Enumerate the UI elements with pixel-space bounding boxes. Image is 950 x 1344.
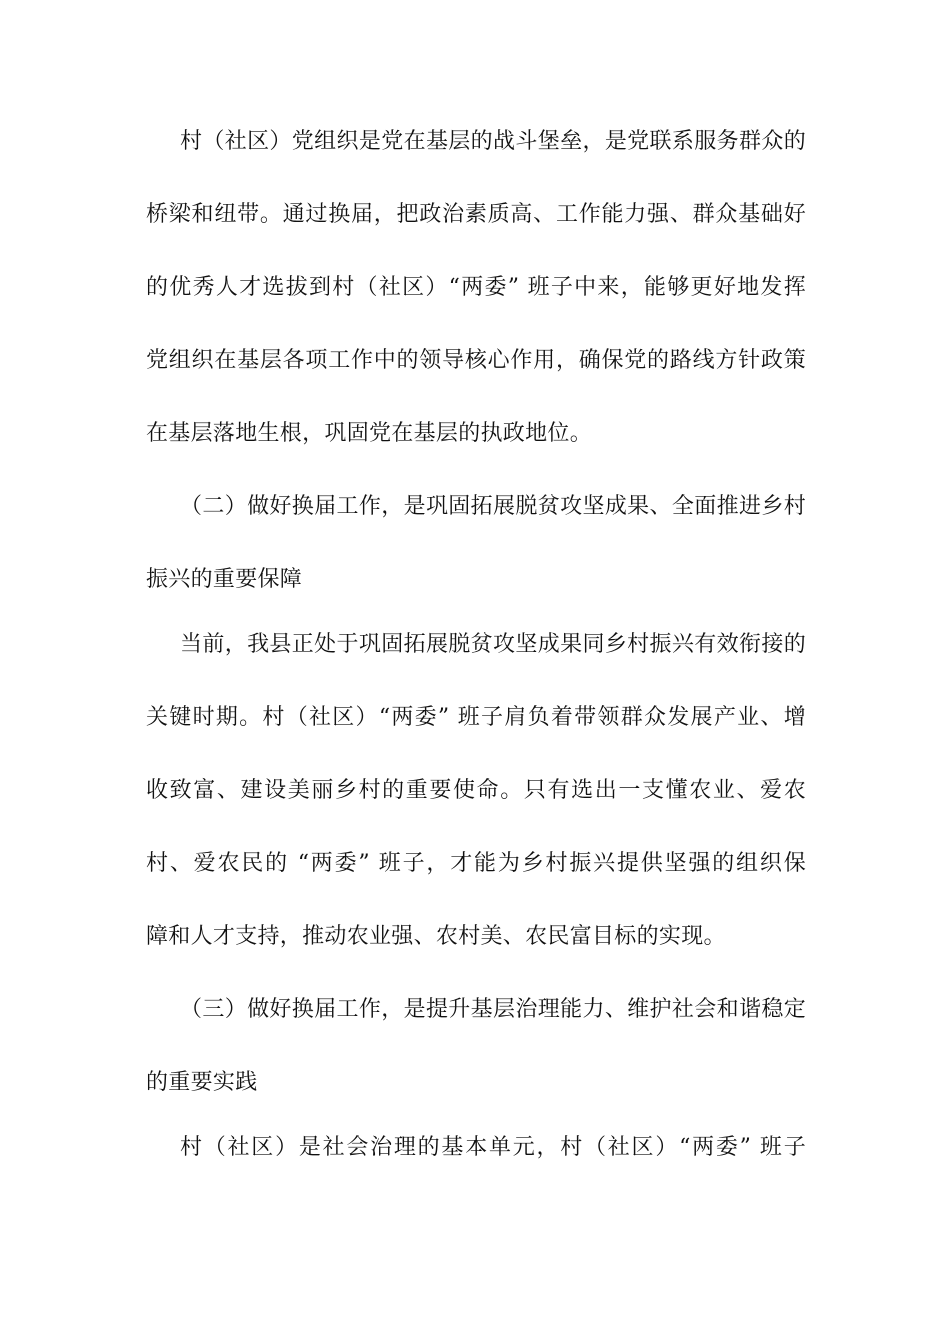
paragraph-1-line-1: 村（社区）党组织是党在基层的战斗堡垒，是党联系服务群众的 bbox=[180, 129, 806, 154]
section-heading-3-line-2: 的重要实践 bbox=[146, 1070, 258, 1095]
paragraph-2-line-1: 当前，我县正处于巩固拓展脱贫攻坚成果同乡村振兴有效衔接的 bbox=[180, 632, 806, 657]
paragraph-1-line-4: 党组织在基层各项工作中的领导核心作用，确保党的路线方针政策 bbox=[146, 348, 806, 373]
paragraph-2-line-5: 障和人才支持，推动农业强、农村美、农民富目标的实现。 bbox=[146, 924, 726, 949]
paragraph-2-line-4: 村、爱农民的 “两委” 班子，才能为乡村振兴提供坚强的组织保 bbox=[146, 851, 806, 876]
section-heading-2-line-2: 振兴的重要保障 bbox=[146, 567, 303, 592]
paragraph-1-line-5: 在基层落地生根，巩固党在基层的执政地位。 bbox=[146, 421, 593, 446]
paragraph-1-line-3: 的优秀人才选拔到村（社区）“两委” 班子中来，能够更好地发挥 bbox=[146, 275, 806, 300]
section-heading-2-line-1: （二）做好换届工作，是巩固拓展脱贫攻坚成果、全面推进乡村 bbox=[180, 494, 806, 519]
paragraph-1-line-2: 桥梁和纽带。通过换届，把政治素质高、工作能力强、群众基础好 bbox=[146, 202, 806, 227]
paragraph-3-line-1: 村（社区）是社会治理的基本单元，村（社区）“两委” 班子 bbox=[180, 1135, 806, 1160]
paragraph-2-line-2: 关键时期。村（社区）“两委” 班子肩负着带领群众发展产业、增 bbox=[146, 705, 806, 730]
paragraph-2-line-3: 收致富、建设美丽乡村的重要使命。只有选出一支懂农业、爱农 bbox=[146, 778, 806, 803]
section-heading-3-line-1: （三）做好换届工作，是提升基层治理能力、维护社会和谐稳定 bbox=[180, 997, 806, 1022]
